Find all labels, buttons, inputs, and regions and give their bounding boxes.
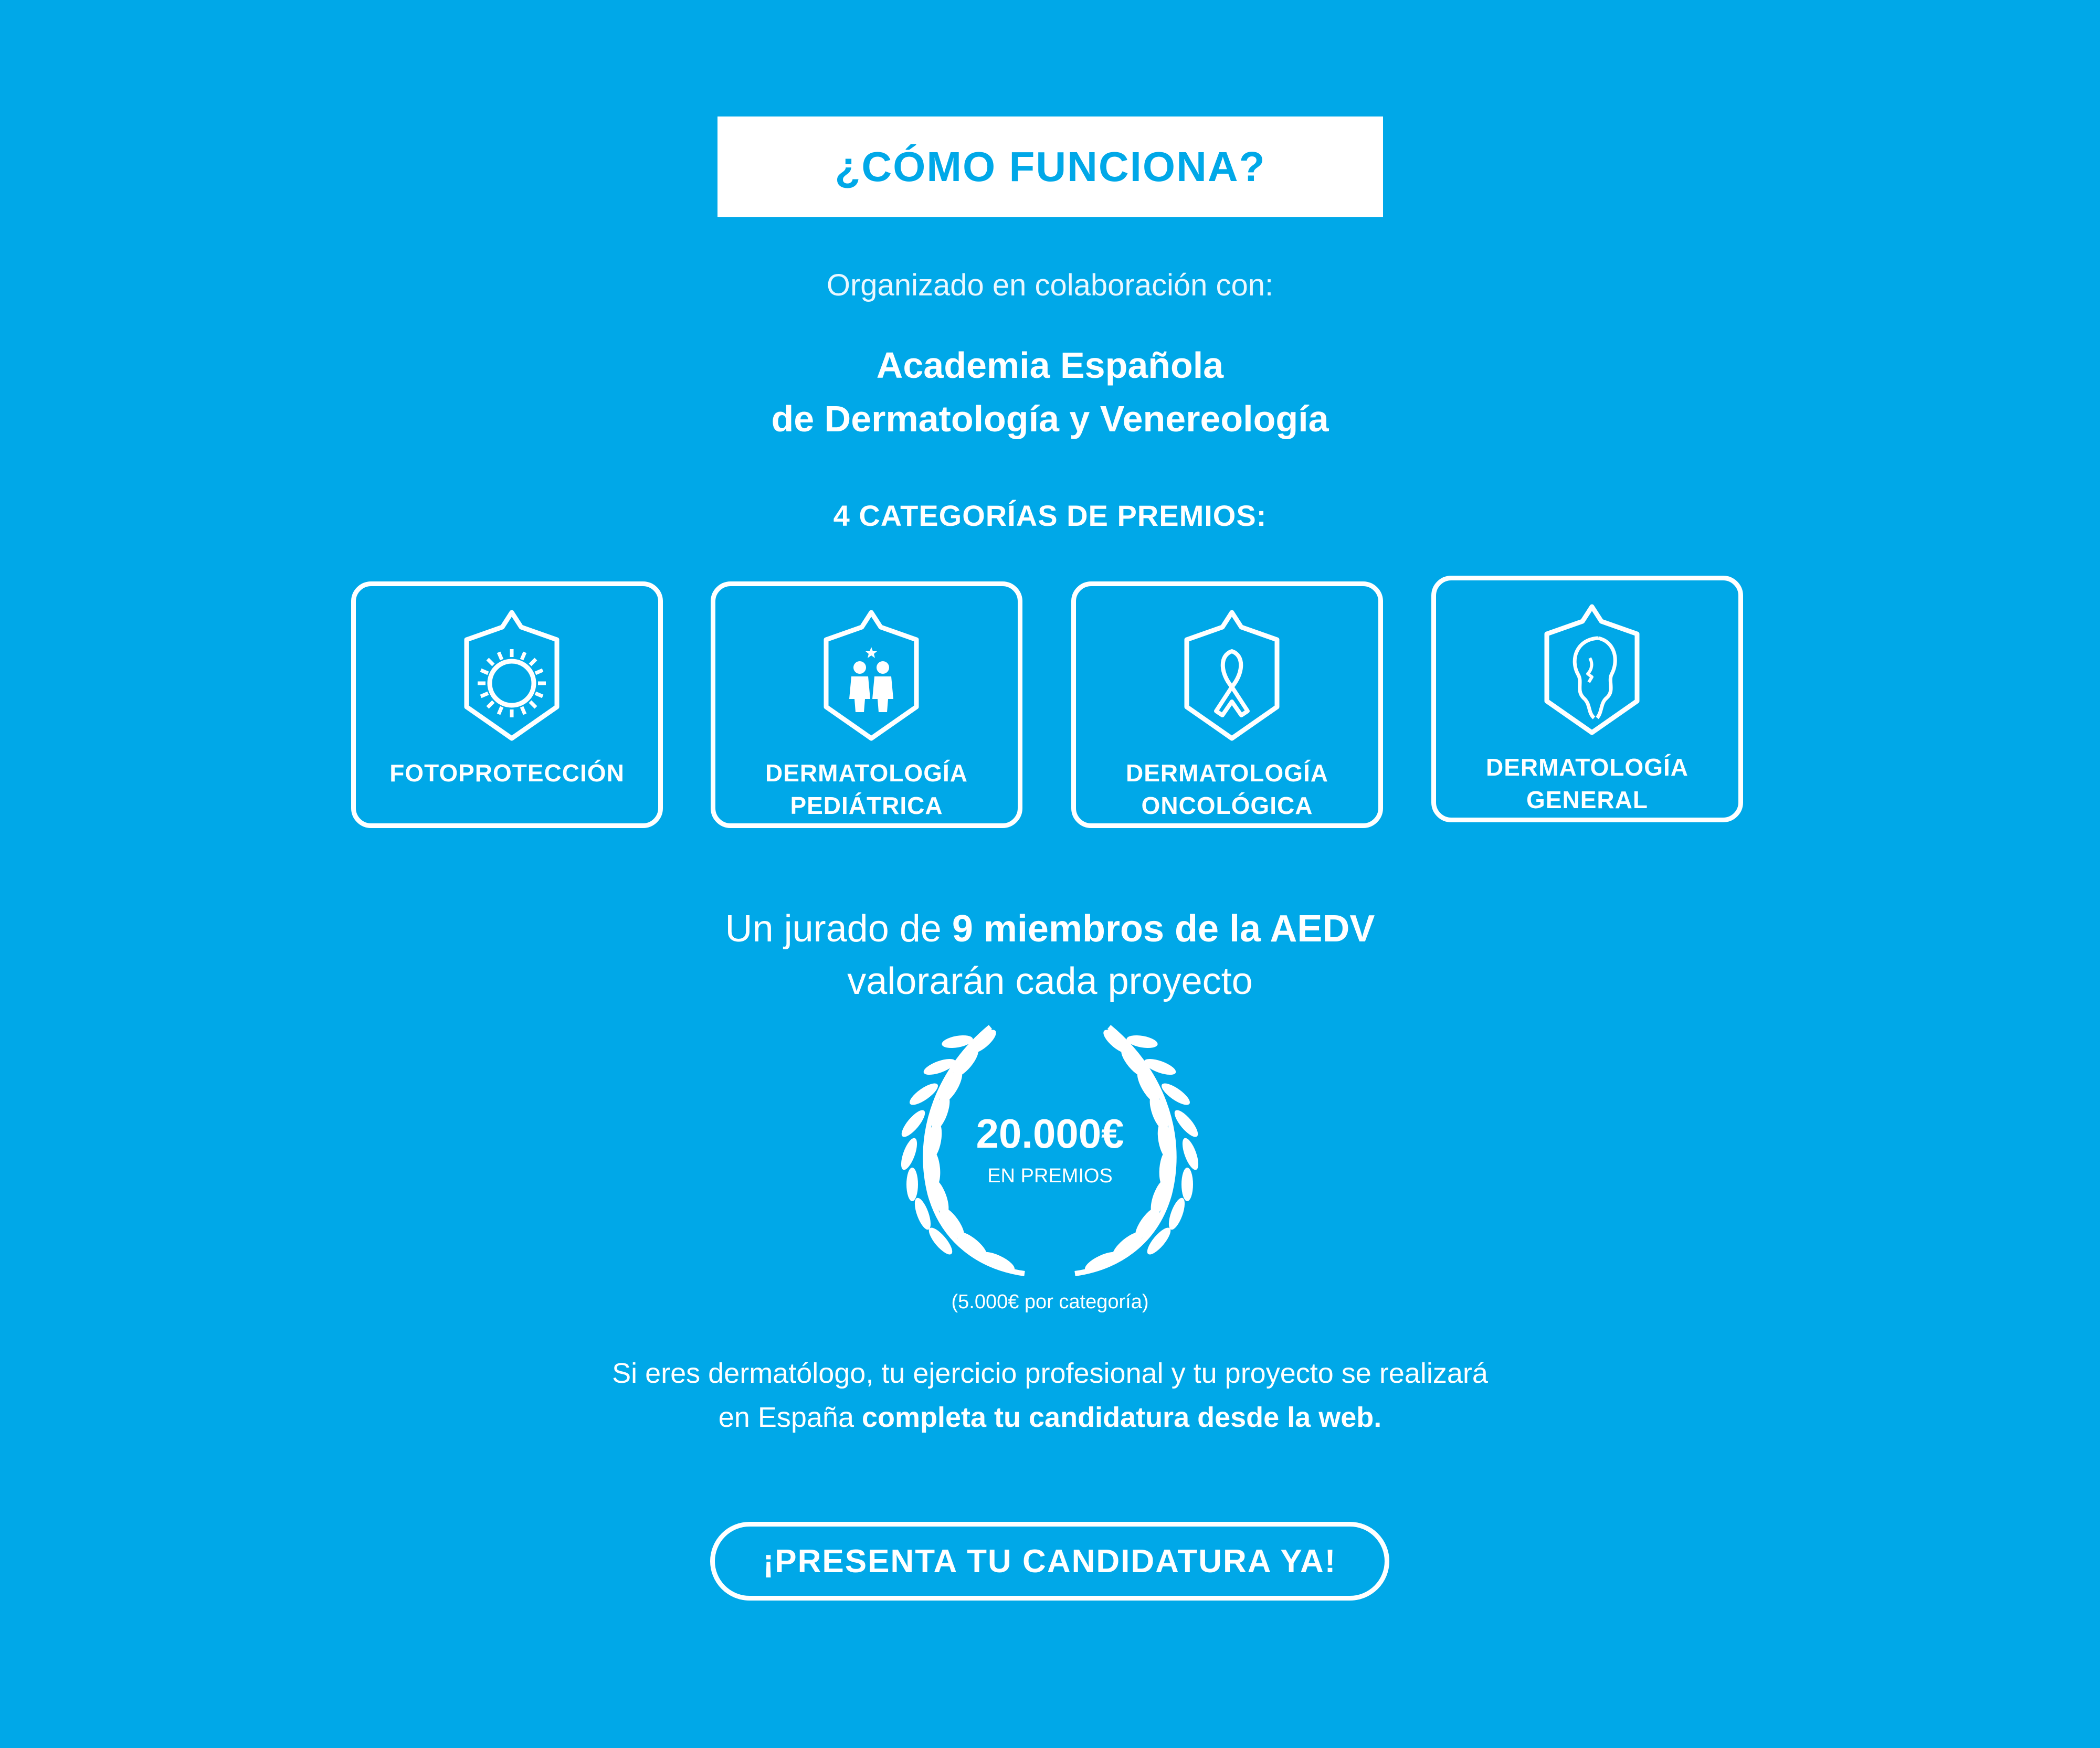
prize-amount: 20.000€	[976, 1110, 1124, 1157]
faces-shield-icon	[1539, 601, 1644, 738]
page-title: ¿CÓMO FUNCIONA?	[835, 143, 1266, 190]
title-banner	[717, 116, 1383, 217]
ribbon-shield-icon	[1179, 607, 1284, 744]
organization-name	[0, 338, 2100, 446]
organization-name-line1: Academia Española	[876, 345, 1224, 386]
category-label: DERMATOLOGÍA PEDIÁTRICA	[765, 759, 968, 819]
category-card-general[interactable]	[1431, 576, 1743, 822]
sun-shield-icon	[459, 607, 564, 744]
category-label: DERMATOLOGÍA ONCOLÓGICA	[1126, 759, 1328, 819]
prize-note: (5.000€ por categoría)	[951, 1291, 1149, 1313]
category-card-fotoproteccion[interactable]	[351, 581, 663, 828]
categories-heading: 4 CATEGORÍAS DE PREMIOS:	[833, 499, 1267, 532]
jury-description: Un jurado de 9 miembros de la AEDV valorarán cada proyecto	[725, 908, 1375, 1002]
organization-name-line2: de Dermatología y Venereología	[771, 398, 1329, 439]
category-card-pediatrica[interactable]	[711, 581, 1022, 828]
eligibility-text: Si eres dermatólogo, tu ejercicio profesional y tu proyecto se realizará en España completa tu candidatura desde la web.	[612, 1358, 1488, 1433]
apply-button[interactable]: ¡PRESENTA TU CANDIDATURA YA!	[710, 1522, 1389, 1601]
prize-label: EN PREMIOS	[987, 1165, 1113, 1187]
collaboration-intro: Organizado en colaboración con:	[826, 268, 1274, 302]
category-label: DERMATOLOGÍA GENERAL	[1486, 754, 1689, 813]
category-label: FOTOPROTECCIÓN	[389, 759, 625, 787]
children-shield-icon	[819, 607, 924, 744]
category-card-oncologica[interactable]	[1071, 581, 1383, 828]
